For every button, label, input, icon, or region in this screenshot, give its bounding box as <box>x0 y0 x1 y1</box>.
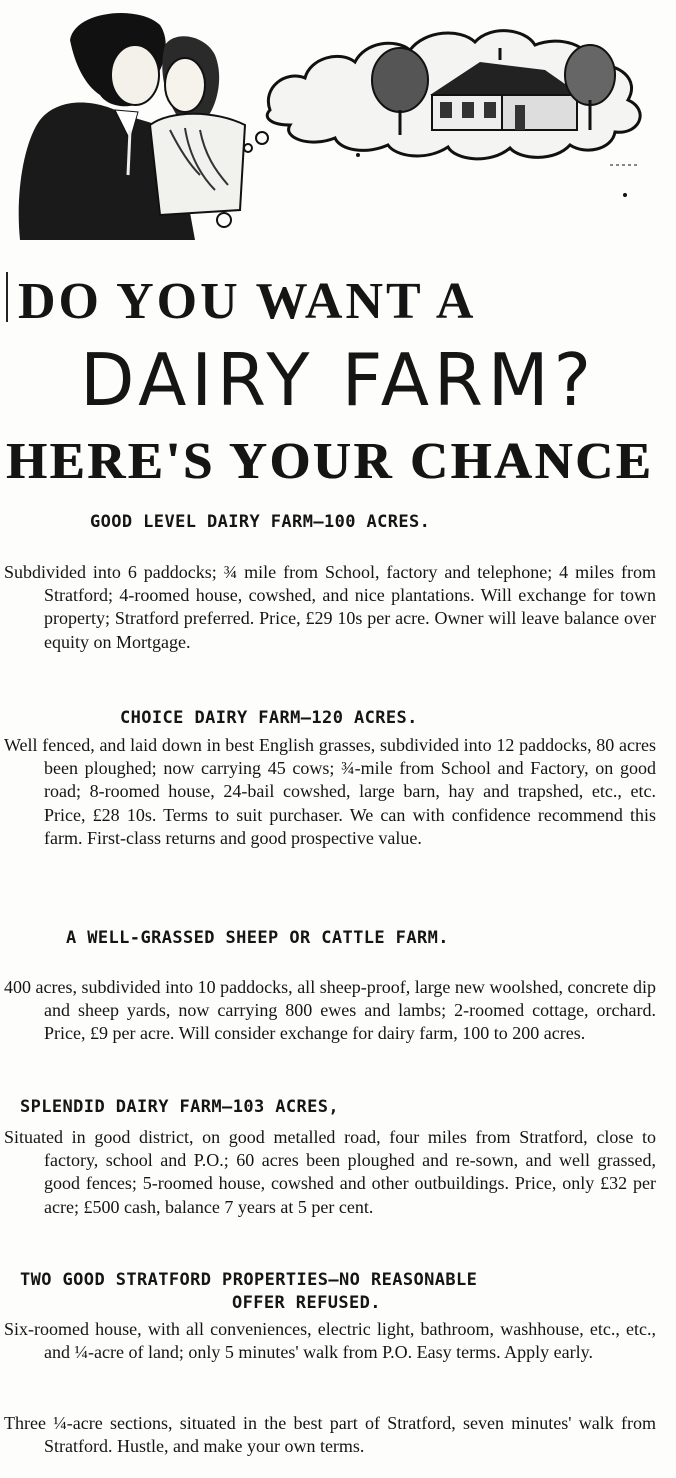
section-title-sheep-or-cattle-farm: A WELL-GRASSED SHEEP OR CATTLE FARM. <box>66 928 449 948</box>
woman-figure <box>150 36 245 227</box>
section-body-three-sections: Three ¼-acre sections, situated in the best part of Stratford, seven minutes' walk from Stratford. Hustle, and make your own terms. <box>4 1413 656 1457</box>
couple-and-farmhouse-illustration <box>0 0 676 265</box>
left-border-rule <box>6 272 8 322</box>
section-body-sheep-or-cattle-farm: 400 acres, subdivided into 10 paddocks, all sheep-proof, large new woolshed, concrete dip and sheep yards, now carrying 800 ewes and lambs; 2-roomed cottage, orchard. Price, £9 per acre. Will consider exchange for dairy farm, 100 to 200 acres. <box>4 977 656 1044</box>
section-body-splendid-dairy-farm: Situated in good district, on good metalled road, four miles from Stratford, close to factory, school and P.O.; 60 acres been ploughed and re-sown, and well grassed, good fences; 5-roomed house, cowshed and other outbuildings. Price, only £32 per acre; £500 cash, balance 7 years at 5 per cent. <box>4 1127 656 1217</box>
section-body-choice-dairy-farm: Well fenced, and laid down in best English grasses, subdivided into 12 paddocks, 80 acres been ploughed; now carrying 45 cows; ¾-mile from School and Factory, on good road; 8-roomed house, 24-bail cowshed, large barn, hay and trapshed, etc., etc. Price, £28 10s. Terms to suit purchaser. We can with confidence recommend this farm. First-class returns and good prospective value. <box>4 735 656 848</box>
headline-line-1: DO YOU WANT A <box>18 273 477 330</box>
headline-line-3: HERE'S YOUR CHANCE <box>6 433 654 490</box>
section-title-splendid-dairy-farm: SPLENDID DAIRY FARM—103 ACRES, <box>20 1097 340 1117</box>
section-body-six-roomed-house: Six-roomed house, with all conveniences, electric light, bathroom, washhouse, etc., etc., and ¼-acre of land; only 5 minutes' walk from P.O. Easy terms. Apply early. <box>4 1319 656 1363</box>
section-title-choice-dairy-farm: CHOICE DAIRY FARM—120 ACRES. <box>120 708 418 728</box>
section-body-good-level-dairy-farm: Subdivided into 6 paddocks; ¾ mile from School, factory and telephone; 4 miles from Stratford; 4-roomed house, cowshed, and nice plantations. Will exchange for town property; Stratford preferred. Price, £29 10s per acre. Owner will leave balance over equity on Mortgage. <box>4 562 656 652</box>
section-title-good-level-dairy-farm: GOOD LEVEL DAIRY FARM—100 ACRES. <box>90 512 431 532</box>
section-title-stratford-properties: TWO GOOD STRATFORD PROPERTIES—NO REASONABLE <box>20 1270 478 1290</box>
headline-line-2: DAIRY FARM? <box>80 338 596 422</box>
section-title-stratford-properties-line-2: OFFER REFUSED. <box>232 1293 381 1313</box>
